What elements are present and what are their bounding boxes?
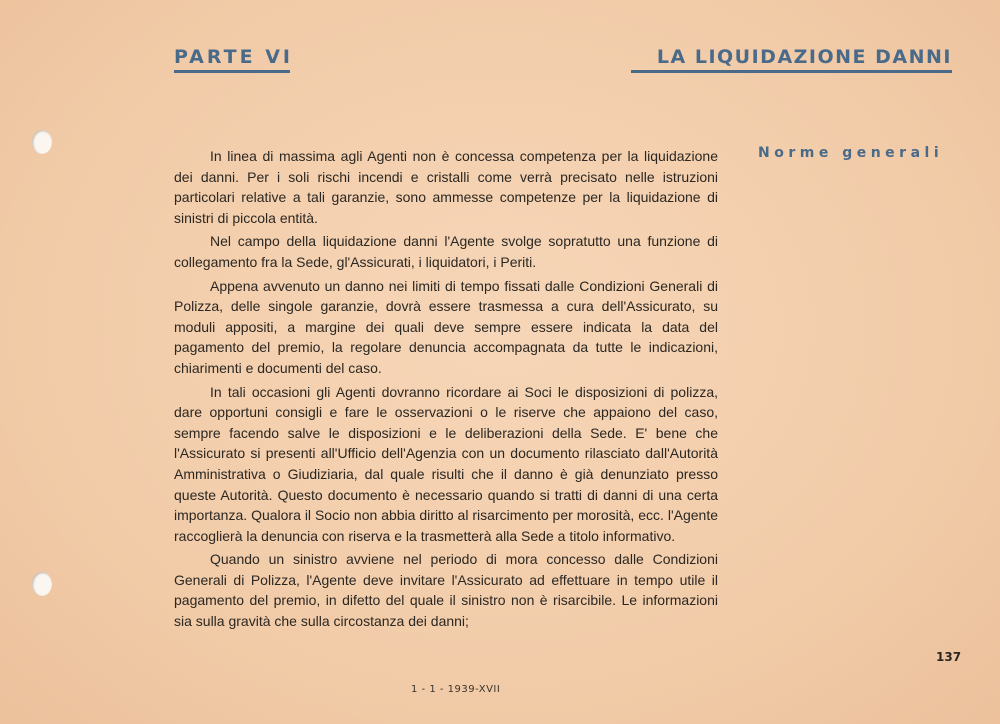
chapter-title-underline (631, 70, 952, 73)
paragraph: In linea di massima agli Agenti non è concessa competenza per la liquidazione dei danni. Per i soli rischi incendi e cristalli come verrà precisato nelle istruzioni particolari relative a tali garanzie, sono ammesse competenze per la liquidazione di sinistri di piccola entità. (174, 148, 718, 226)
paragraph: Quando un sinistro avviene nel periodo di mora concesso dalle Condizioni Generali di Polizza, l'Agente deve invitare l'Assicurato ad effettuare in tempo utile il pagamento del premio, in difetto del quale il sinistro non è risarcibile. Le informazioni sia sulla gravità che sulla circostanza dei danni; (174, 551, 718, 630)
paragraph: Appena avvenuto un danno nei limiti di tempo fissati dalle Condizioni Generali di Polizza, delle singole garanzie, dovrà essere trasmessa a cura dell'Assicurato, su moduli appositi, a margine dei quali deve sempre essere indicata la data del pagamento del premio, la regolare denuncia accompagnata da tutte le indicazioni, chiarimenti e documenti del caso. (174, 277, 718, 376)
margin-heading: Norme generali (758, 145, 944, 161)
punch-hole-top (32, 130, 52, 154)
page-number: 137 (936, 650, 962, 664)
paragraph: Nel campo della liquidazione danni l'Agente svolge sopratutto una funzione di collegamento fra la Sede, gl'Assicurati, i liquidatori, i Periti. (174, 233, 718, 270)
chapter-title: LA LIQUIDAZIONE DANNI (656, 46, 952, 68)
section-label-underline (174, 70, 290, 73)
body-text (174, 146, 718, 635)
punch-hole-bottom (32, 572, 52, 596)
section-label: PARTE VI (174, 46, 293, 68)
paragraph: In tali occasioni gli Agenti dovranno ricordare ai Soci le disposizioni di polizza, dare opportuni consigli e fare le osservazioni o le riserve che appaiono del caso, sempre facendo salve le disposizioni e le deliberazioni della Sede. E' bene che l'Assicurato si presenti all'Ufficio dell'Agenzia con un documento rilasciato dall'Autorità Amministrativa o Giudiziaria, dal quale risulti che il danno è già denunziato presso queste Autorità. Questo documento è necessario quando si tratti di danni di una certa importanza. Qualora il Socio non abbia diritto al risarcimento per morosità, ecc. l'Agente raccoglierà la denuncia con riserva e la trasmetterà alla Sede a titolo informativo. (174, 383, 718, 544)
footer-date: 1 - 1 - 1939-XVII (411, 684, 501, 695)
